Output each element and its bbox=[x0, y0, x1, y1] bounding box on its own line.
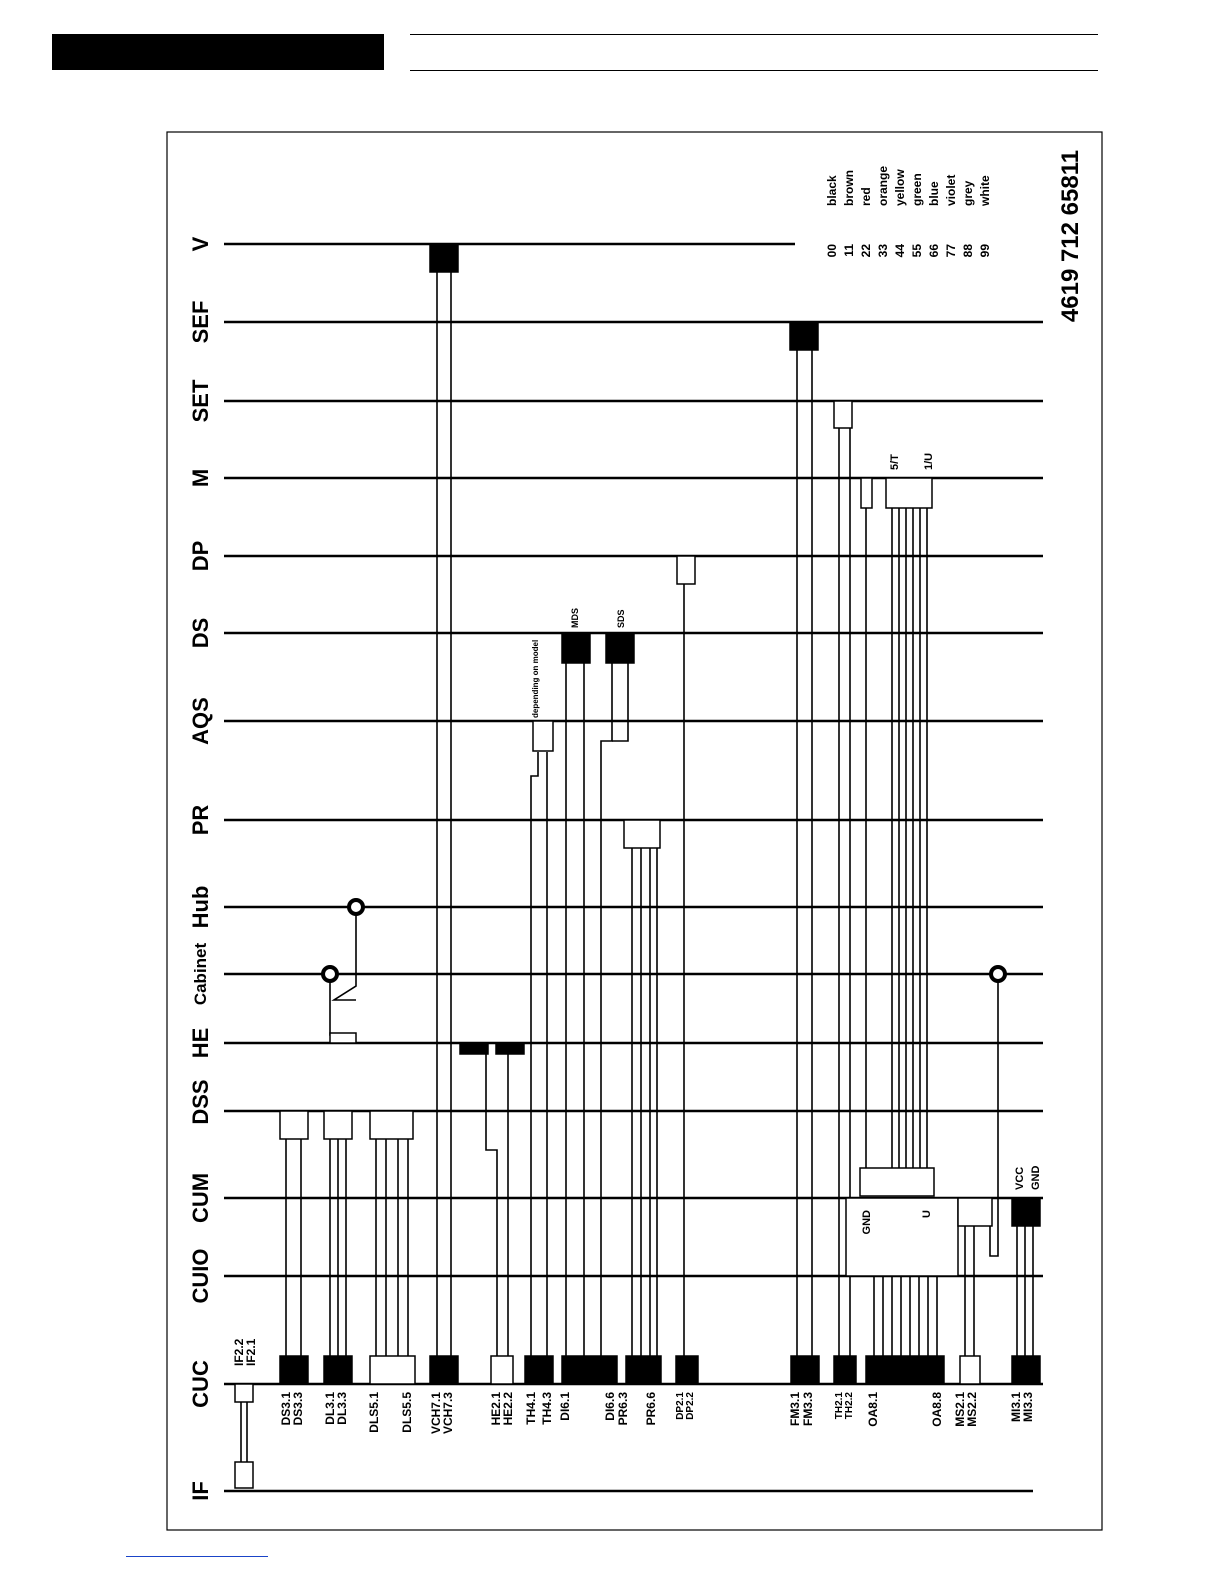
ground-point-hub bbox=[349, 900, 363, 914]
connector-cuc-th2 bbox=[834, 1356, 856, 1384]
rail-label-cuc: CUC bbox=[188, 1360, 213, 1408]
harness-label: DI6.1 bbox=[558, 1392, 572, 1421]
cuio-module bbox=[846, 1198, 958, 1276]
wire-th4 bbox=[531, 752, 538, 1356]
rail-label-if: IF bbox=[188, 1481, 213, 1501]
connector-v bbox=[430, 244, 458, 272]
rail-label-aqs: AQS bbox=[188, 697, 213, 745]
note-depending-on-model: depending on model bbox=[531, 639, 540, 718]
color-name: brown bbox=[842, 170, 856, 206]
connector-dss-ds3 bbox=[280, 1111, 308, 1139]
harness-label: HE2.2 bbox=[501, 1392, 515, 1426]
color-name: violet bbox=[944, 174, 958, 206]
color-code: 55 bbox=[910, 244, 924, 258]
harness-label: TH4.3 bbox=[540, 1392, 554, 1425]
color-name: blue bbox=[927, 181, 941, 206]
rail-label-hub: Hub bbox=[188, 885, 213, 929]
color-code: 33 bbox=[876, 244, 890, 258]
rail-label-set: SET bbox=[188, 379, 213, 423]
connector-cuc-mi3 bbox=[1012, 1356, 1040, 1384]
connector-cum-mi3 bbox=[1012, 1198, 1040, 1226]
harness-label: DS3.1 bbox=[279, 1392, 293, 1426]
connector-cuc-dls5 bbox=[370, 1356, 415, 1384]
ground-point-cabinet-right bbox=[991, 967, 1005, 981]
color-code: 11 bbox=[842, 244, 856, 257]
ground-point-cabinet bbox=[323, 967, 337, 981]
connector-aqs bbox=[533, 721, 553, 751]
note-motor-1u: 1/U bbox=[923, 452, 935, 470]
harness-label: DLS5.5 bbox=[400, 1392, 414, 1433]
connector-cum-ms2 bbox=[958, 1198, 992, 1226]
connector-cuc-ms2 bbox=[960, 1356, 980, 1384]
note-gnd: GND bbox=[861, 1210, 873, 1235]
connector-cum-motor bbox=[860, 1168, 934, 1196]
connector-cuc-he2 bbox=[491, 1356, 513, 1384]
harness-label: MS2.2 bbox=[965, 1392, 979, 1427]
note-gnd-2: GND bbox=[1030, 1165, 1042, 1190]
connector-cuc-di6 bbox=[562, 1356, 617, 1384]
color-code: 99 bbox=[978, 244, 992, 258]
harness-label: VCH7.3 bbox=[441, 1392, 455, 1435]
harness-label: DP2.1 bbox=[675, 1392, 686, 1420]
color-code: 88 bbox=[961, 244, 975, 258]
connector-cuc-th4 bbox=[525, 1356, 553, 1384]
harness-label: PR6.3 bbox=[616, 1392, 630, 1426]
connector-set bbox=[834, 401, 852, 428]
harness-label: OA8.8 bbox=[930, 1392, 944, 1427]
harness-label: DS3.3 bbox=[291, 1392, 305, 1426]
wire-di6 bbox=[612, 662, 628, 741]
harness-label: VCH7.1 bbox=[429, 1392, 443, 1435]
rail-label-dp: DP bbox=[188, 540, 213, 572]
connector-cuc-pr6 bbox=[626, 1356, 661, 1384]
rail-label-he: HE bbox=[188, 1027, 213, 1059]
harness-label: OA8.1 bbox=[866, 1392, 880, 1427]
harness-label: PR6.6 bbox=[644, 1392, 658, 1426]
connector-cuc-fm3 bbox=[791, 1356, 819, 1384]
rail-label-ds: DS bbox=[188, 617, 213, 649]
connector-ds-sds bbox=[606, 633, 634, 663]
color-name: white bbox=[978, 175, 992, 206]
connector-cuc-dl3 bbox=[324, 1356, 352, 1384]
color-name: orange bbox=[876, 165, 890, 206]
note-sds: SDS bbox=[616, 609, 626, 628]
color-code: 00 bbox=[825, 244, 839, 258]
connector-cuc-vch7 bbox=[430, 1356, 458, 1384]
color-name: grey bbox=[961, 180, 975, 206]
connector-he-2 bbox=[496, 1043, 524, 1054]
note-u: U bbox=[921, 1210, 933, 1218]
note-motor-5t: 5/T bbox=[889, 454, 901, 470]
connector-m bbox=[886, 478, 932, 508]
harness-label: MI3.3 bbox=[1021, 1392, 1035, 1423]
color-code: 22 bbox=[859, 244, 873, 258]
rail-label-cum: CUM bbox=[188, 1172, 213, 1224]
wire-he bbox=[486, 1050, 497, 1356]
harness-label: MI3.1 bbox=[1009, 1392, 1023, 1423]
connector-sef bbox=[790, 322, 818, 350]
wire-hub-link bbox=[334, 915, 356, 1000]
harness-label: FM3.1 bbox=[788, 1392, 802, 1427]
rail-label-cabinet: Cabinet bbox=[191, 942, 210, 1006]
harness-label: DL3.3 bbox=[335, 1392, 349, 1425]
rail-label-sef: SEF bbox=[188, 300, 213, 344]
connector-he-1 bbox=[460, 1043, 488, 1054]
harness-label: IF2.2 bbox=[232, 1338, 246, 1366]
harness-label: FM3.3 bbox=[801, 1392, 815, 1427]
color-code: 66 bbox=[927, 244, 941, 258]
connector-he-link bbox=[330, 1033, 356, 1043]
connector-dss-dls5 bbox=[370, 1111, 413, 1139]
color-name: green bbox=[910, 173, 924, 206]
harness-label: MS2.1 bbox=[953, 1392, 967, 1427]
rail-label-cuio: CUIO bbox=[188, 1248, 213, 1304]
color-code: 77 bbox=[944, 244, 958, 258]
color-code: 44 bbox=[893, 244, 907, 258]
harness-label: DL3.1 bbox=[323, 1392, 337, 1425]
document-code: 4619 712 65811 bbox=[1057, 149, 1084, 323]
footer-link[interactable] bbox=[126, 1556, 268, 1557]
harness-label: DI6.6 bbox=[603, 1392, 617, 1421]
connector-if bbox=[235, 1462, 253, 1488]
rail-label-m: M bbox=[188, 468, 213, 488]
color-name: red bbox=[859, 187, 873, 206]
connector-cuc-dp2 bbox=[676, 1356, 698, 1384]
color-name: yellow bbox=[893, 169, 907, 206]
rail-label-dss: DSS bbox=[188, 1079, 213, 1125]
wire-di6 bbox=[601, 662, 612, 1356]
harness-label: HE2.1 bbox=[489, 1392, 503, 1426]
connector-cuc-ds3 bbox=[280, 1356, 308, 1384]
connector-dss-dl3 bbox=[324, 1111, 352, 1139]
connector-pr bbox=[624, 820, 660, 848]
rail-label-v: V bbox=[188, 236, 213, 252]
harness-label: TH2.2 bbox=[844, 1392, 855, 1420]
harness-label: TH4.1 bbox=[524, 1392, 538, 1425]
connector-ds-mds bbox=[562, 633, 590, 663]
harness-label: TH2.1 bbox=[834, 1392, 845, 1420]
harness-label: DLS5.1 bbox=[367, 1392, 381, 1433]
harness-label: DP2.2 bbox=[685, 1392, 696, 1420]
connector-m-gnd bbox=[861, 478, 872, 508]
connector-dp bbox=[677, 556, 695, 584]
color-name: black bbox=[825, 175, 839, 206]
harness-label: IF2.1 bbox=[244, 1338, 258, 1366]
rail-label-pr: PR bbox=[188, 804, 213, 836]
connector-cuc-oa8 bbox=[866, 1356, 944, 1384]
note-vcc: VCC bbox=[1014, 1166, 1026, 1190]
note-mds: MDS bbox=[570, 608, 580, 628]
connector-if-cuc bbox=[235, 1384, 253, 1402]
